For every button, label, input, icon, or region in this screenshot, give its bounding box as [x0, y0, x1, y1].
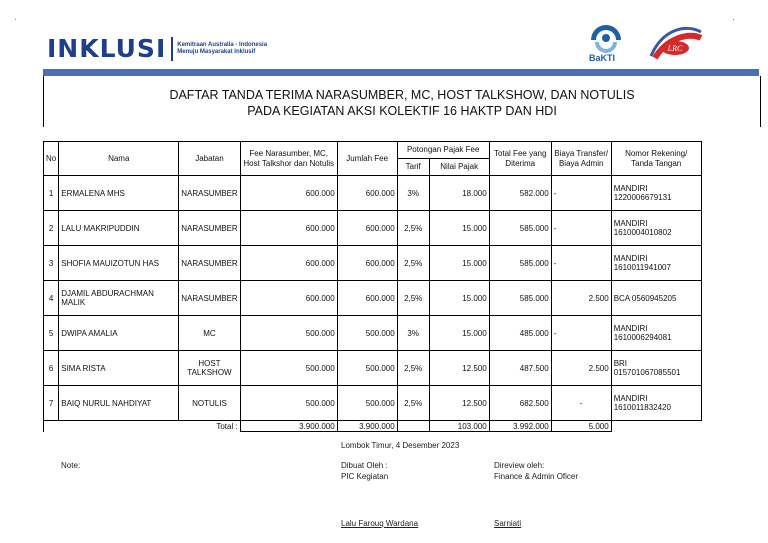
header-bar	[43, 69, 759, 76]
cell-no: 1	[44, 176, 59, 211]
cell-tarif: 2,5%	[397, 281, 429, 316]
cell-total: 585.000	[489, 246, 551, 281]
bakti-logo-text: BaKTI	[589, 53, 616, 63]
table-row	[44, 281, 702, 316]
cell-biaya: 2.500	[551, 281, 611, 316]
total-tarif-empty	[397, 421, 429, 432]
rekening-number: 015701067085501	[613, 368, 681, 377]
cell-no: 7	[44, 386, 59, 421]
rekening-bank: MANDIRI	[613, 324, 648, 333]
cell-nilai: 12.500	[429, 351, 489, 386]
cell-biaya: -	[551, 211, 611, 246]
header-nomor-rekening: Nomor Rekening/ Tanda Tangan	[611, 142, 701, 176]
cell-fee: 600.000	[240, 176, 337, 211]
cell-rekening	[611, 176, 701, 211]
note-label: Note:	[61, 461, 81, 470]
cell-jabatan: NOTULIS	[179, 386, 240, 421]
cell-fee: 600.000	[240, 211, 337, 246]
corner-dot: ·	[732, 14, 735, 24]
cell-total: 585.000	[489, 211, 551, 246]
cell-nilai: 12.500	[429, 386, 489, 421]
cell-rekening	[611, 281, 701, 316]
rekening-bank: BRI	[613, 359, 628, 368]
header-total-fee: Total Fee yang Diterima	[489, 142, 551, 176]
cell-fee: 600.000	[240, 246, 337, 281]
lrc-logo-icon	[645, 22, 705, 62]
corner-dot: ·	[14, 14, 17, 24]
header-fee: Fee Narasumber, MC, Host Talkshor dan Notulis	[240, 142, 337, 176]
lrc-logo-text: LRC	[667, 44, 683, 53]
table-row	[44, 246, 702, 281]
header-biaya-transfer: Biaya Transfer/ Biaya Admin	[551, 142, 611, 176]
rekening-number: 1610011941007	[613, 263, 671, 272]
total-diterima: 3.992.000	[489, 421, 551, 432]
rekening-bank: MANDIRI	[613, 254, 648, 263]
cell-no: 6	[44, 351, 59, 386]
rekening-number: 1610004010802	[613, 228, 672, 237]
logo-tagline-1: Kemitraan Australia - Indonesia	[177, 41, 268, 48]
cell-total: 485.000	[489, 316, 551, 351]
header-nama: Nama	[59, 142, 179, 176]
cell-tarif: 2,5%	[397, 246, 429, 281]
receipt-table	[43, 141, 702, 432]
cell-jumlah: 600.000	[337, 176, 397, 211]
cell-rekening	[611, 246, 701, 281]
cell-jumlah: 600.000	[337, 281, 397, 316]
cell-fee: 500.000	[240, 386, 337, 421]
reviewed-by-role: Finance & Admin Oficer	[494, 472, 579, 481]
cell-biaya: -	[551, 176, 611, 211]
cell-nilai: 18.000	[429, 176, 489, 211]
logo-divider	[171, 37, 173, 61]
prepared-by-label: Dibuat Oleh :	[341, 461, 388, 470]
rekening-bank: BCA 0560945205	[613, 293, 677, 303]
header-potongan-pajak: Potongan Pajak Fee	[397, 142, 489, 159]
cell-jumlah: 500.000	[337, 386, 397, 421]
cell-jabatan: HOST TALKSHOW	[179, 351, 240, 386]
cell-jumlah: 500.000	[337, 351, 397, 386]
cell-rekening	[611, 316, 701, 351]
cell-no: 4	[44, 281, 59, 316]
cell-jumlah: 600.000	[337, 211, 397, 246]
rekening-number: 1220006679131	[613, 193, 672, 202]
cell-nilai: 15.000	[429, 316, 489, 351]
total-nilai-pajak: 103.000	[429, 421, 489, 432]
title-box	[43, 76, 761, 127]
table-row	[44, 211, 702, 246]
total-jumlah: 3.900.000	[337, 421, 397, 432]
cell-fee: 600.000	[240, 281, 337, 316]
cell-no: 3	[44, 246, 59, 281]
table-row	[44, 351, 702, 386]
cell-nama: DWIPA AMALIA	[59, 316, 179, 351]
logo-tagline-2: Menuju Masyarakat Inklusif	[177, 48, 256, 55]
rekening-number: 1610011832420	[613, 403, 671, 412]
cell-jabatan: NARASUMBER	[179, 281, 240, 316]
cell-nama: SIMA RISTA	[59, 351, 179, 386]
logo-word: INKLUSI	[47, 34, 167, 63]
document-title-line-1: DAFTAR TANDA TERIMA NARASUMBER, MC, HOST TALKSHOW, DAN NOTULIS	[169, 88, 635, 102]
header-tarif: Tarif	[397, 159, 429, 176]
cell-no: 5	[44, 316, 59, 351]
cell-biaya: -	[551, 246, 611, 281]
cell-nama: DJAMIL ABDURACHMAN MALIK	[59, 281, 179, 316]
cell-rekening	[611, 211, 701, 246]
cell-jabatan: NARASUMBER	[179, 211, 240, 246]
inklusi-logo	[47, 34, 267, 63]
cell-nama: ERMALENA MHS	[59, 176, 179, 211]
table-row	[44, 316, 702, 351]
total-biaya: 5.000	[551, 421, 611, 432]
rekening-bank: MANDIRI	[613, 219, 648, 228]
logo-tagline	[177, 42, 267, 56]
cell-total: 682.500	[489, 386, 551, 421]
cell-jabatan: NARASUMBER	[179, 246, 240, 281]
reviewed-by-label: Direview oleh:	[494, 461, 545, 470]
header-jabatan: Jabatan	[179, 142, 240, 176]
cell-rekening	[611, 351, 701, 386]
total-label: Total :	[44, 421, 241, 432]
header-jumlah-fee: Jumlah Fee	[337, 142, 397, 176]
cell-jabatan: MC	[179, 316, 240, 351]
cell-total: 585.000	[489, 281, 551, 316]
header-nilai-pajak: Nilai Pajak	[429, 159, 489, 176]
cell-nilai: 15.000	[429, 281, 489, 316]
cell-total: 487.500	[489, 351, 551, 386]
cell-no: 2	[44, 211, 59, 246]
cell-fee: 500.000	[240, 351, 337, 386]
rekening-bank: MANDIRI	[613, 184, 648, 193]
cell-tarif: 2,5%	[397, 386, 429, 421]
cell-biaya: 2.500	[551, 351, 611, 386]
table-row	[44, 386, 702, 421]
cell-nilai: 15.000	[429, 246, 489, 281]
cell-rekening	[611, 386, 701, 421]
prepared-by-name: Lalu Farouq Wardana	[341, 519, 419, 528]
cell-biaya: -	[551, 386, 611, 421]
cell-tarif: 3%	[397, 316, 429, 351]
cell-tarif: 3%	[397, 176, 429, 211]
header-no: No	[44, 142, 59, 176]
cell-tarif: 2,5%	[397, 351, 429, 386]
cell-nama: BAIQ NURUL NAHDIYAT	[59, 386, 179, 421]
table-row	[44, 176, 702, 211]
rekening-bank: MANDIRI	[613, 394, 648, 403]
cell-fee: 500.000	[240, 316, 337, 351]
cell-jumlah: 500.000	[337, 316, 397, 351]
cell-nama: LALU MAKRIPUDDIN	[59, 211, 179, 246]
total-row	[44, 421, 702, 432]
document-title-line-2: PADA KEGIATAN AKSI KOLEKTIF 16 HAKTP DAN HDI	[247, 104, 557, 118]
cell-tarif: 2,5%	[397, 211, 429, 246]
total-rekening-empty	[611, 421, 701, 432]
cell-jabatan: NARASUMBER	[179, 176, 240, 211]
cell-jumlah: 600.000	[337, 246, 397, 281]
total-fee: 3.900.000	[240, 421, 337, 432]
place-date: Lombok Timur, 4 Desember 2023	[341, 441, 460, 450]
cell-biaya: -	[551, 316, 611, 351]
rekening-number: 1610006294081	[613, 333, 672, 342]
cell-total: 582.000	[489, 176, 551, 211]
cell-nama: SHOFIA MAUIZOTUN HAS	[59, 246, 179, 281]
prepared-by-role: PIC Kegiatan	[341, 472, 389, 481]
reviewed-by-name: Sarniati	[494, 519, 522, 528]
cell-nilai: 15.000	[429, 211, 489, 246]
